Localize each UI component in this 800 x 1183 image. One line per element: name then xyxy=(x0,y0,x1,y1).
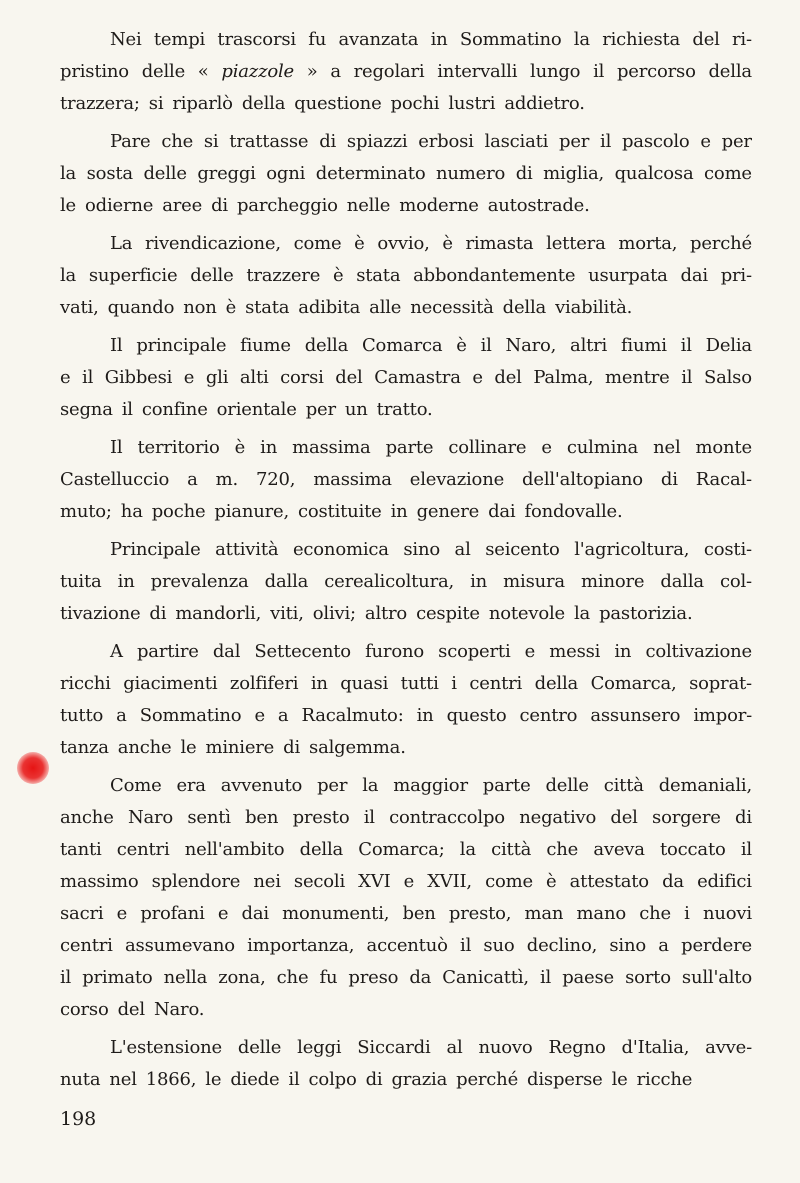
text-line: nuta nel 1866, le diede il colpo di grazia perché disperse le ricche xyxy=(60,1069,693,1090)
text-line: la sosta delle greggi ogni determinato numero di miglia, qualcosa come xyxy=(60,163,752,184)
text-line: corso del Naro. xyxy=(60,999,205,1020)
text-line: massimo splendore nei secoli XVI e XVII, come è attestato da edifici xyxy=(60,871,752,892)
text-line: A partire dal Settecento furono scoperti e messi in coltivazione xyxy=(110,641,752,662)
paragraph xyxy=(60,432,752,528)
text-line: la superficie delle trazzere è stata abbondantemente usurpata dai pri- xyxy=(60,265,752,286)
text-line: trazzera; si riparlò della questione pochi lustri addietro. xyxy=(60,93,585,114)
text-line: tanti centri nell'ambito della Comarca; la città che aveva toccato il xyxy=(60,839,752,860)
paragraph xyxy=(60,126,752,222)
text-line: muto; ha poche pianure, costituite in genere dai fondovalle. xyxy=(60,501,623,522)
text-line: vati, quando non è stata adibita alle necessità della viabilità. xyxy=(60,297,633,318)
text-line: ricchi giacimenti zolfiferi in quasi tutti i centri della Comarca, soprat- xyxy=(60,673,752,694)
text-line: Il territorio è in massima parte collinare e culmina nel monte xyxy=(110,437,752,458)
paragraph xyxy=(60,24,752,120)
text-line: L'estensione delle leggi Siccardi al nuovo Regno d'Italia, avve- xyxy=(110,1037,752,1058)
text-line: il primato nella zona, che fu preso da Canicattì, il paese sorto sull'alto xyxy=(60,967,752,988)
text-line: Il principale fiume della Comarca è il Naro, altri fiumi il Delia xyxy=(110,335,752,356)
red-mark xyxy=(17,752,49,784)
text-line: pristino delle « piazzole » a regolari intervalli lungo il percorso della xyxy=(60,61,752,82)
text-line: anche Naro sentì ben presto il contraccolpo negativo del sorgere di xyxy=(60,807,752,828)
text-line: segna il confine orientale per un tratto. xyxy=(60,399,433,420)
body-text xyxy=(60,24,752,1096)
text-line: tivazione di mandorli, viti, olivi; altro cespite notevole la pastorizia. xyxy=(60,603,693,624)
text-line: tuita in prevalenza dalla cerealicoltura, in misura minore dalla col- xyxy=(60,571,752,592)
text-line: Nei tempi trascorsi fu avanzata in Sommatino la richiesta del ri- xyxy=(110,29,752,50)
paragraph xyxy=(60,534,752,630)
page-number: 198 xyxy=(60,1108,97,1130)
text-line: Come era avvenuto per la maggior parte delle città demaniali, xyxy=(110,775,752,796)
text-line: sacri e profani e dai monumenti, ben presto, man mano che i nuovi xyxy=(60,903,752,924)
text-line: centri assumevano importanza, accentuò il suo declino, sino a perdere xyxy=(60,935,752,956)
paragraph xyxy=(60,636,752,764)
text-line: tutto a Sommatino e a Racalmuto: in questo centro assunsero impor- xyxy=(60,705,752,726)
text-line: La rivendicazione, come è ovvio, è rimasta lettera morta, perché xyxy=(110,233,752,254)
paragraph xyxy=(60,330,752,426)
text-line: tanza anche le miniere di salgemma. xyxy=(60,737,406,758)
paragraph xyxy=(60,228,752,324)
text-line: Principale attività economica sino al seicento l'agricoltura, costi- xyxy=(110,539,752,560)
text-line: le odierne aree di parcheggio nelle moderne autostrade. xyxy=(60,195,590,216)
text-line: e il Gibbesi e gli alti corsi del Camastra e del Palma, mentre il Salso xyxy=(60,367,752,388)
paragraph xyxy=(60,770,752,1026)
text-line: Castelluccio a m. 720, massima elevazione dell'altopiano di Racal- xyxy=(60,469,752,490)
text-line: Pare che si trattasse di spiazzi erbosi lasciati per il pascolo e per xyxy=(110,131,752,152)
paragraph xyxy=(60,1032,752,1096)
